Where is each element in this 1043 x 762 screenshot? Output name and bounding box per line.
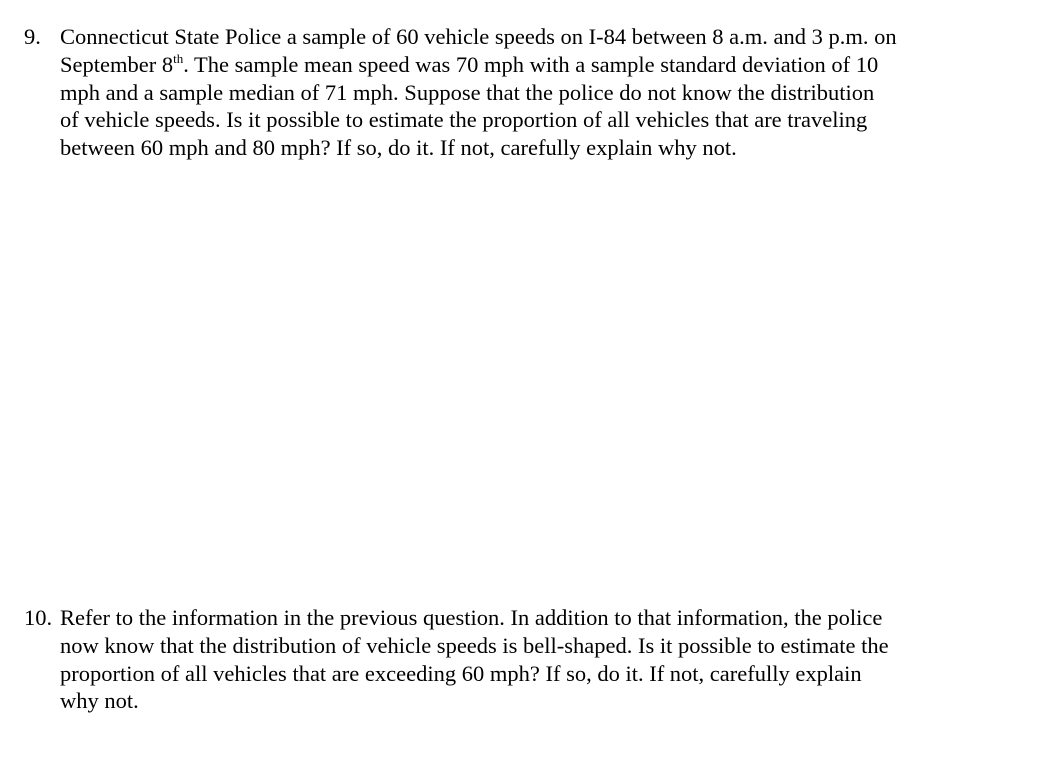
question-line: proportion of all vehicles that are exceeding 60 mph? If so, do it. If not, carefully explain xyxy=(60,660,862,686)
question-number: 10. xyxy=(24,605,53,630)
question-line: between 60 mph and 80 mph? If so, do it. If not, carefully explain why not. xyxy=(60,135,737,161)
question-line: why not. xyxy=(60,688,139,714)
question-number: 9. xyxy=(24,24,41,49)
question-line: Refer to the information in the previous question. In addition to that information, the police xyxy=(60,605,883,630)
question-text xyxy=(60,604,985,715)
question-line: now know that the distribution of vehicle speeds is bell-shaped. Is it possible to estimate the xyxy=(60,632,889,658)
line-text: . The sample mean speed was 70 mph with a sample standard deviation of 10 xyxy=(183,51,879,77)
question-line: mph and a sample median of 71 mph. Suppose that the police do not know the distribution xyxy=(60,79,875,105)
question-9 xyxy=(24,23,1024,162)
ordinal-suffix: th xyxy=(173,50,184,66)
question-line xyxy=(60,51,985,79)
line-text: September 8 xyxy=(60,51,174,77)
question-10 xyxy=(24,604,1024,715)
question-line: of vehicle speeds. Is it possible to estimate the proportion of all vehicles that are traveling xyxy=(60,107,868,133)
question-text xyxy=(60,23,985,162)
question-line: Connecticut State Police a sample of 60 vehicle speeds on I-84 between 8 a.m. and 3 p.m. on xyxy=(60,24,897,49)
